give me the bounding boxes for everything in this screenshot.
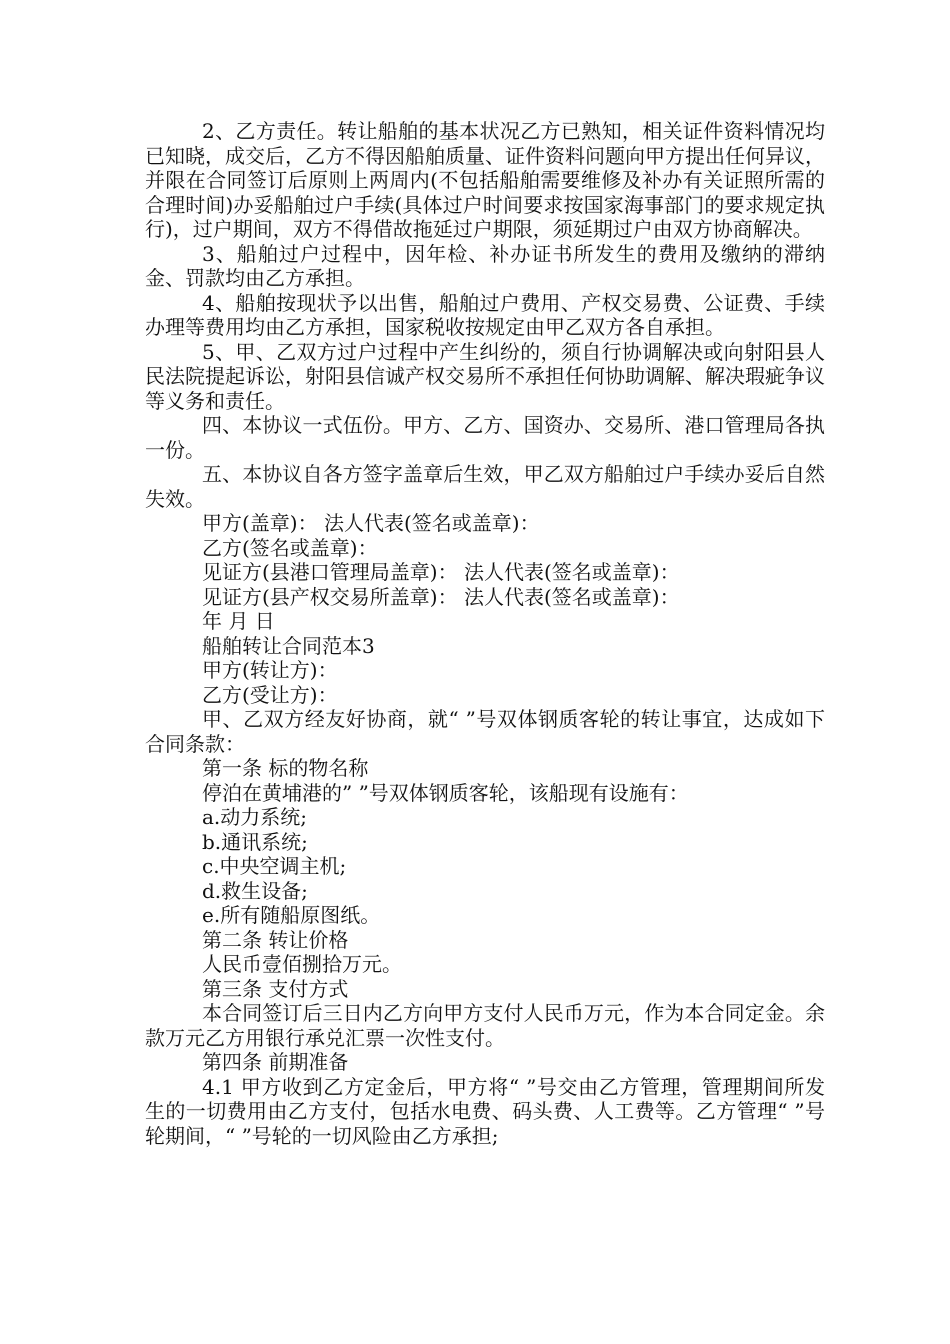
paragraph-copies: 四、本协议一式伍份。甲方、乙方、国资办、交易所、港口管理局各执一份。 xyxy=(145,413,825,462)
document-body xyxy=(145,119,825,1148)
signature-witness-exchange: 见证方(县产权交易所盖章)： 法人代表(签名或盖章)： xyxy=(202,584,680,609)
facility-item-power: a.动力系统; xyxy=(202,805,308,829)
contract-template-title: 船舶转让合同范本3 xyxy=(202,633,375,658)
signature-witness-port: 见证方(县港口管理局盖章)： 法人代表(签名或盖章)： xyxy=(202,560,680,584)
paragraph-effectiveness: 五、本协议自各方签字盖章后生效，甲乙双方船舶过户手续办妥后自然失效。 xyxy=(145,462,825,511)
party-a-transferor: 甲方(转让方)： xyxy=(202,658,338,682)
article-1-heading: 第一条 标的物名称 xyxy=(202,756,369,780)
party-b-transferee: 乙方(受让方)： xyxy=(202,682,338,707)
article-4-heading: 第四条 前期准备 xyxy=(202,1050,349,1074)
paragraph-article-4-1: 4.1 甲方收到乙方定金后，甲方将“ ”号交由乙方管理，管理期间所发生的一切费用由乙方支付，包括水电费、码头费、人工费等。乙方管理“ ”号轮期间，“ ”号轮的一切风险由乙方承担; xyxy=(145,1074,825,1148)
paragraph-transfer-fees: 3、船舶过户过程中，因年检、补办证书所发生的费用及缴纳的滞纳金、罚款均由乙方承担。 xyxy=(145,241,825,290)
signature-date: 年 月 日 xyxy=(202,609,275,633)
article-1-subject: 停泊在黄埔港的” ”号双体钢质客轮，该船现有设施有： xyxy=(202,780,689,805)
signature-party-b: 乙方(签名或盖章)： xyxy=(202,535,378,560)
paragraph-payment: 本合同签订后三日内乙方向甲方支付人民币万元，作为本合同定金。余款万元乙方用银行承兑汇票一次性支付。 xyxy=(145,1001,825,1050)
facility-item-communication: b.通讯系统; xyxy=(202,829,308,854)
article-3-heading: 第三条 支付方式 xyxy=(202,976,349,1001)
article-2-price: 人民币壹佰捌拾万元。 xyxy=(202,952,402,976)
facility-item-drawings: e.所有随船原图纸。 xyxy=(202,903,381,927)
facility-item-aircon: c.中央空调主机; xyxy=(202,854,347,878)
article-2-heading: 第二条 转让价格 xyxy=(202,927,349,952)
paragraph-disputes: 5、甲、乙双方过户过程中产生纠纷的，须自行协调解决或向射阳县人民法院提起诉讼，射阳县信诚产权交易所不承担任何协助调解、解决瑕疵争议等义务和责任。 xyxy=(145,339,825,413)
paragraph-sale-as-is: 4、船舶按现状予以出售，船舶过户费用、产权交易费、公证费、手续办理等费用均由乙方承担，国家税收按规定由甲乙双方各自承担。 xyxy=(145,290,825,339)
signature-party-a: 甲方(盖章)： 法人代表(签名或盖章)： xyxy=(202,511,540,535)
paragraph-buyer-responsibility: 2、乙方责任。转让船舶的基本状况乙方已熟知，相关证件资料情况均已知晓，成交后，乙方不得因船舶质量、证件资料问题向甲方提出任何异议，并限在合同签订后原则上两周内(不包括船舶需要维修及补办有关证照所需的合理时间)办妥船舶过户手续(具体过户时间要求按国家海事部门的要求规定执行)，过户期间，双方不得借故拖延过户期限，须延期过户由双方协商解决。 xyxy=(145,119,825,241)
paragraph-intro: 甲、乙双方经友好协商，就“ ”号双体钢质客轮的转让事宜，达成如下合同条款： xyxy=(145,707,825,756)
facility-item-lifesaving: d.救生设备; xyxy=(202,878,308,903)
